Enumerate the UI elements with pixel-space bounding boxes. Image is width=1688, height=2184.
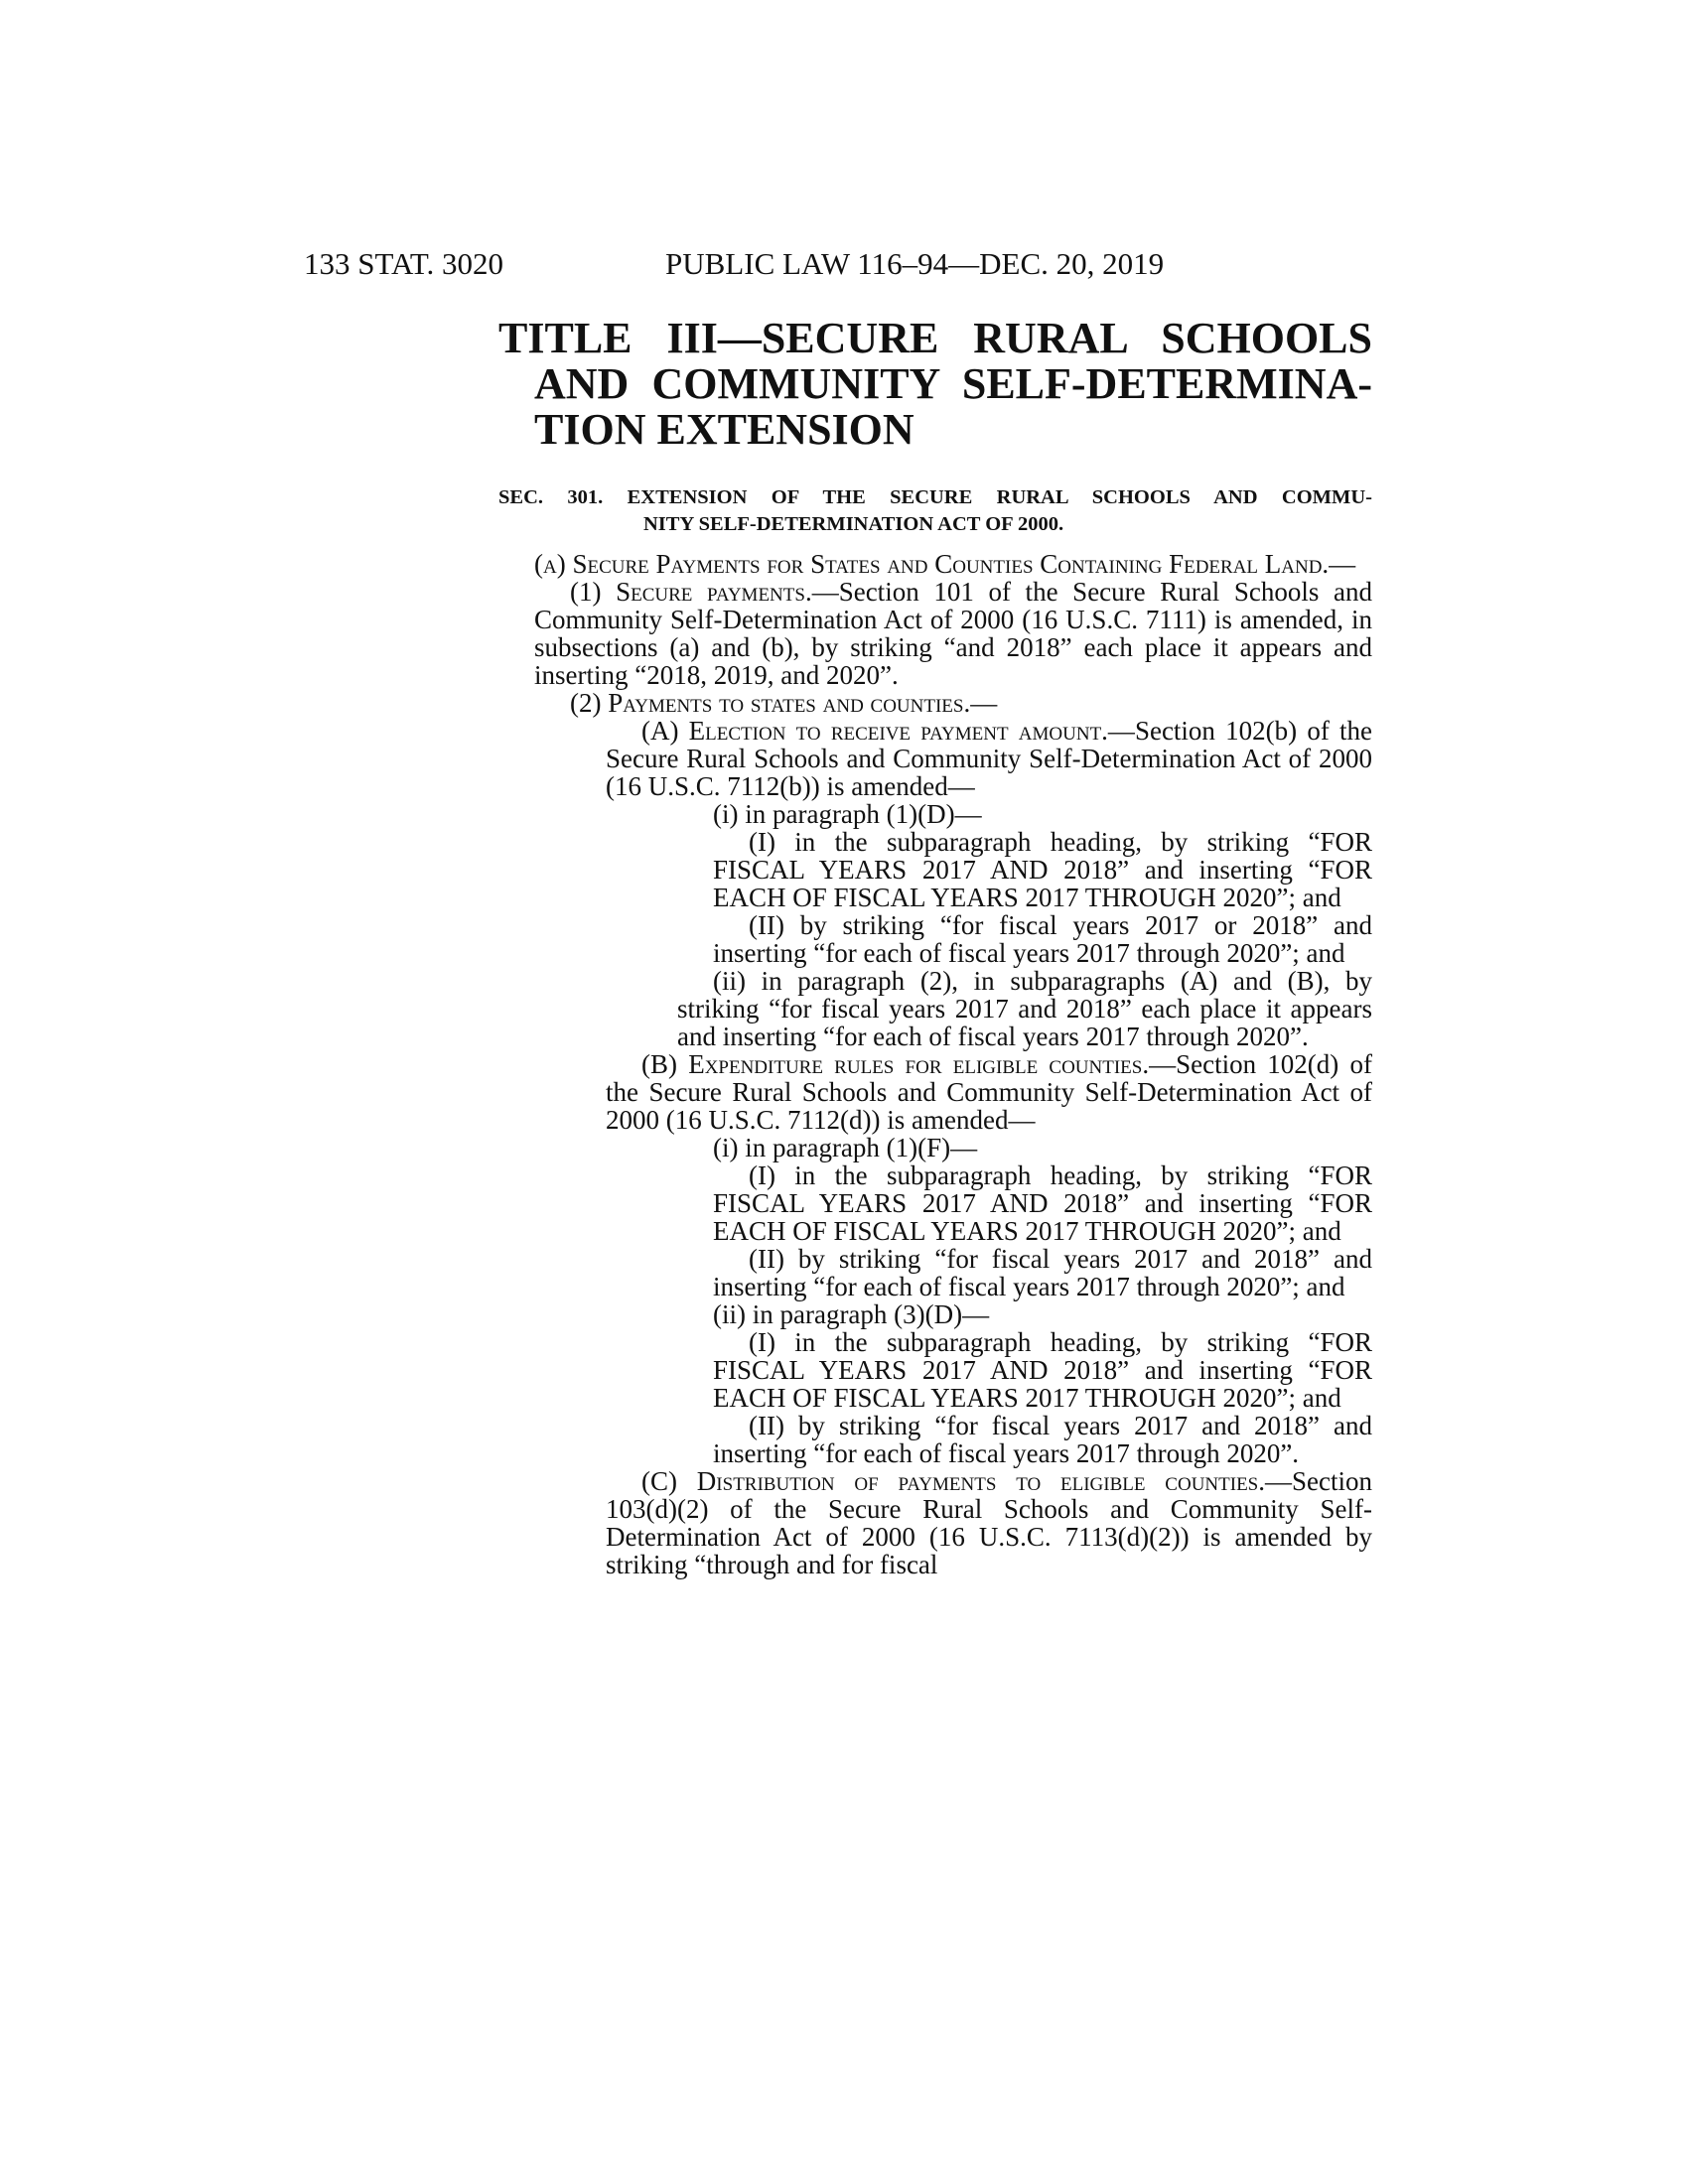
paragraph [713,828,1372,911]
paragraph [606,1050,1372,1134]
paragraph [534,689,1372,717]
title-line-3: TION EXTENSION [534,405,914,454]
paragraph [534,578,1372,689]
paragraph-text: (II) by striking “for fiscal years 2017 and 2018” and inserting “for each of fiscal years 2017 through 2020”. [713,1411,1372,1468]
paragraph [713,1412,1372,1467]
paragraph-text: Section 103(d)(2) of the Secure Rural Schools and Community Self-Determination Act of 2000 (16 U.S.C. 7113(d)(2)) is amended by striking “through and for fiscal [606,1466,1372,1579]
title-line-1: TITLE III—SECURE RURAL SCHOOLS [498,314,1372,362]
paragraph-text: Section 102(d) of the Secure Rural Schools and Community Self-Determination Act of 2000 (16 U.S.C. 7112(d)) is amended— [606,1049,1372,1135]
paragraph [713,1328,1372,1412]
paragraph-text: Section 102(b) of the Secure Rural Schools and Community Self-Determination Act of 2000 (16 U.S.C. 7112(b)) is amended— [606,716,1372,801]
section-heading-line-2: NITY SELF-DETERMINATION ACT OF 2000. [643,513,1064,535]
paragraph [677,967,1372,1050]
paragraph [713,911,1372,967]
paragraph [677,1134,1372,1161]
paragraph [498,550,1372,578]
paragraph-heading: (A) Election to receive payment amount.— [641,716,1135,746]
paragraph-text: (II) by striking “for fiscal years 2017 and 2018” and inserting “for each of fiscal years 2017 through 2020”; and [713,1244,1372,1301]
paragraph-text: (ii) in paragraph (3)(D)— [713,1299,990,1329]
paragraph [606,1467,1372,1578]
paragraph [677,800,1372,828]
paragraph [713,1245,1372,1300]
page-header [0,244,1688,284]
paragraph-text: Section 101 of the Secure Rural Schools and Community Self-Determination Act of 2000 (16 U.S.C. 7111) is amended, in subsections (a) and (b), by striking “and 2018” each place it appears and inserting “2018, 2019, and 2020”. [534,577,1372,690]
section-heading [498,484,1372,538]
title-line-2: AND COMMUNITY SELF-DETERMINA- [534,359,1372,408]
section-heading-line-1: SEC. 301. EXTENSION OF THE SECURE RURAL SCHOOLS AND COMMU- [498,486,1372,508]
paragraph [677,1300,1372,1328]
stat-reference: 133 STAT. 3020 [304,246,504,281]
paragraph-text: (ii) in paragraph (2), in subparagraphs (A) and (B), by striking “for fiscal years 2017 and 2018” each place it appears and inserting “for each of fiscal years 2017 through 2020”. [677,966,1372,1051]
paragraph-text: (I) in the subparagraph heading, by striking “FOR FISCAL YEARS 2017 AND 2018” and inserting “FOR EACH OF FISCAL YEARS 2017 THROUGH 2020”; and [713,827,1372,912]
paragraph-text: (i) in paragraph (1)(D)— [713,799,982,829]
public-law-citation: PUBLIC LAW 116–94—DEC. 20, 2019 [665,246,1165,281]
paragraph [713,1161,1372,1245]
paragraph-heading: (1) Secure payments.— [570,577,839,607]
paragraph-heading: (2) Payments to states and counties.— [570,688,998,718]
section-body [498,550,1372,1578]
paragraph [606,717,1372,800]
title-heading [498,316,1372,453]
paragraph-heading: (B) Expenditure rules for eligible counties.— [641,1049,1177,1079]
paragraph-text: (I) in the subparagraph heading, by striking “FOR FISCAL YEARS 2017 AND 2018” and inserting “FOR EACH OF FISCAL YEARS 2017 THROUGH 2020”; and [713,1160,1372,1246]
paragraph-text: (i) in paragraph (1)(F)— [713,1133,978,1162]
paragraph-heading: (a) Secure Payments for States and Counties Containing Federal Land.— [534,549,1356,579]
paragraph-text: (II) by striking “for fiscal years 2017 or 2018” and inserting “for each of fiscal years 2017 through 2020”; and [713,910,1372,968]
paragraph-text: (I) in the subparagraph heading, by striking “FOR FISCAL YEARS 2017 AND 2018” and inserting “FOR EACH OF FISCAL YEARS 2017 THROUGH 2020”; and [713,1327,1372,1413]
paragraph-heading: (C) Distribution of payments to eligible counties.— [641,1466,1292,1496]
